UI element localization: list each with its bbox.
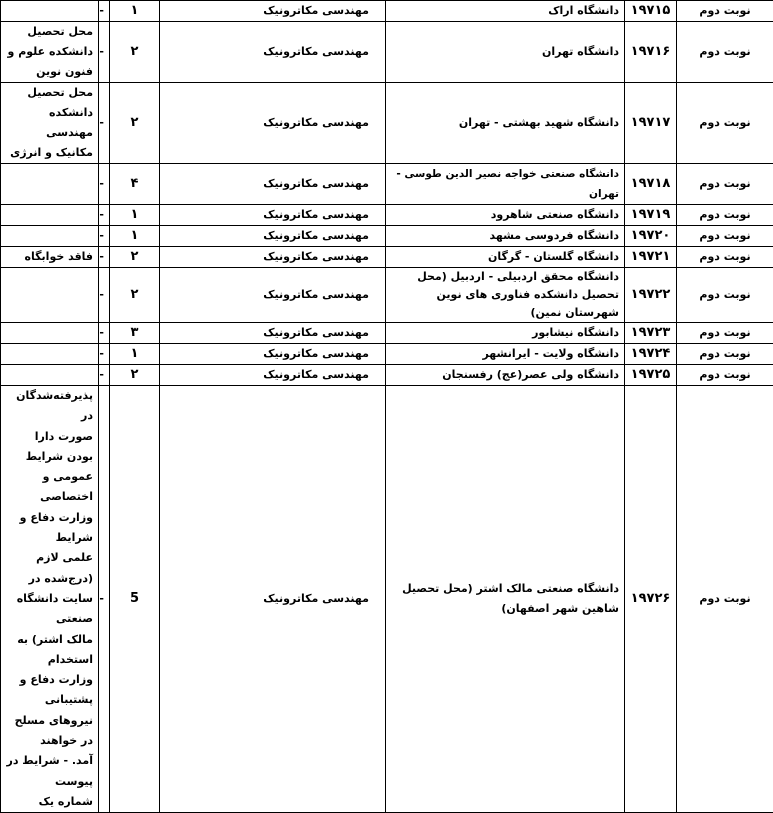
field-cell: مهندسی مکاترونیک bbox=[160, 344, 386, 365]
table-row bbox=[1, 344, 773, 365]
code-cell: ۱۹۷۱۶ bbox=[625, 22, 677, 83]
shift-cell: نوبت دوم bbox=[677, 1, 773, 22]
code-cell: ۱۹۷۱۹ bbox=[625, 205, 677, 226]
code-cell: ۱۹۷۲۰ bbox=[625, 226, 677, 247]
university-cell: دانشگاه فردوسی مشهد bbox=[386, 226, 625, 247]
university-cell: دانشگاه تهران bbox=[386, 22, 625, 83]
table-row bbox=[1, 226, 773, 247]
capacity-cell: ۳ bbox=[110, 323, 160, 344]
code-cell: ۱۹۷۲۱ bbox=[625, 247, 677, 268]
shift-cell: نوبت دوم bbox=[677, 268, 773, 323]
field-cell: مهندسی مکاترونیک bbox=[160, 83, 386, 164]
capacity-cell: ۲ bbox=[110, 268, 160, 323]
shift-cell: نوبت دوم bbox=[677, 247, 773, 268]
note-line: آمد. - شرایط در پیوست bbox=[6, 751, 93, 792]
capacity-cell: ۱ bbox=[110, 1, 160, 22]
note-line: صورت دارا بودن شرایط bbox=[6, 427, 93, 468]
capacity-cell: ۱ bbox=[110, 344, 160, 365]
note-line: وزارت دفاع و پشتیبانی bbox=[6, 670, 93, 711]
gender-cell: - bbox=[99, 83, 110, 164]
gender-cell: - bbox=[99, 1, 110, 22]
shift-cell: نوبت دوم bbox=[677, 386, 773, 813]
field-cell: مهندسی مکاترونیک bbox=[160, 247, 386, 268]
university-cell: دانشگاه صنعتی مالک اشتر (محل تحصیل شاهین شهر اصفهان) bbox=[386, 386, 625, 813]
table-row bbox=[1, 386, 773, 813]
note-cell bbox=[1, 268, 99, 323]
code-cell: ۱۹۷۲۵ bbox=[625, 365, 677, 386]
university-cell: دانشگاه اراک bbox=[386, 1, 625, 22]
note-cell: فاقد خوابگاه bbox=[1, 247, 99, 268]
field-cell: مهندسی مکاترونیک bbox=[160, 22, 386, 83]
shift-cell: نوبت دوم bbox=[677, 344, 773, 365]
note-cell bbox=[1, 205, 99, 226]
note-line: مالک اشتر) به استخدام bbox=[6, 630, 93, 671]
field-cell: مهندسی مکاترونیک bbox=[160, 164, 386, 205]
capacity-cell: ۴ bbox=[110, 164, 160, 205]
note-cell: محل تحصیل دانشکده علوم و فنون نوین bbox=[1, 22, 99, 83]
gender-cell: - bbox=[99, 205, 110, 226]
capacity-cell: ۲ bbox=[110, 83, 160, 164]
university-cell: دانشگاه گلستان - گرگان bbox=[386, 247, 625, 268]
gender-cell: - bbox=[99, 226, 110, 247]
university-cell: دانشگاه محقق اردبیلی - اردبیل (محل تحصیل دانشکده فناوری های نوین شهرستان نمین) bbox=[386, 268, 625, 323]
gender-cell: - bbox=[99, 365, 110, 386]
table-row bbox=[1, 164, 773, 205]
shift-cell: نوبت دوم bbox=[677, 22, 773, 83]
university-cell: دانشگاه صنعتی خواجه نصیر الدین طوسی - تهران bbox=[386, 164, 625, 205]
note-line: عمومی و اختصاصی bbox=[6, 467, 93, 508]
gender-cell: - bbox=[99, 22, 110, 83]
gender-cell: - bbox=[99, 164, 110, 205]
field-cell: مهندسی مکاترونیک bbox=[160, 226, 386, 247]
note-cell bbox=[1, 323, 99, 344]
shift-cell: نوبت دوم bbox=[677, 226, 773, 247]
note-cell bbox=[1, 365, 99, 386]
field-cell: مهندسی مکاترونیک bbox=[160, 1, 386, 22]
university-cell: دانشگاه نیشابور bbox=[386, 323, 625, 344]
gender-cell: - bbox=[99, 323, 110, 344]
field-cell: مهندسی مکاترونیک bbox=[160, 268, 386, 323]
gender-cell: - bbox=[99, 344, 110, 365]
field-cell: مهندسی مکاترونیک bbox=[160, 386, 386, 813]
code-cell: ۱۹۷۱۸ bbox=[625, 164, 677, 205]
university-cell: دانشگاه شهید بهشتی - تهران bbox=[386, 83, 625, 164]
field-cell: مهندسی مکاترونیک bbox=[160, 323, 386, 344]
shift-cell: نوبت دوم bbox=[677, 323, 773, 344]
note-cell bbox=[1, 164, 99, 205]
shift-cell: نوبت دوم bbox=[677, 164, 773, 205]
note-cell bbox=[1, 344, 99, 365]
code-cell: ۱۹۷۲۶ bbox=[625, 386, 677, 813]
field-cell: مهندسی مکاترونیک bbox=[160, 205, 386, 226]
note-cell: محل تحصیل دانشکده مهندسی مکانیک و انرژی bbox=[1, 83, 99, 164]
capacity-cell: 5 bbox=[110, 386, 160, 813]
table-row bbox=[1, 247, 773, 268]
table-row bbox=[1, 1, 773, 22]
shift-cell: نوبت دوم bbox=[677, 205, 773, 226]
capacity-cell: ۲ bbox=[110, 22, 160, 83]
note-cell bbox=[1, 226, 99, 247]
note-line: شماره یک bbox=[6, 792, 93, 812]
code-cell: ۱۹۷۲۳ bbox=[625, 323, 677, 344]
code-cell: ۱۹۷۲۴ bbox=[625, 344, 677, 365]
note-cell bbox=[1, 386, 99, 813]
table-row bbox=[1, 323, 773, 344]
code-cell: ۱۹۷۱۷ bbox=[625, 83, 677, 164]
capacity-cell: ۱ bbox=[110, 205, 160, 226]
gender-cell: - bbox=[99, 386, 110, 813]
capacity-cell: ۱ bbox=[110, 226, 160, 247]
university-cell: دانشگاه ولی عصر(عج) رفسنجان bbox=[386, 365, 625, 386]
code-cell: ۱۹۷۱۵ bbox=[625, 1, 677, 22]
capacity-cell: ۲ bbox=[110, 365, 160, 386]
code-cell: ۱۹۷۲۲ bbox=[625, 268, 677, 323]
field-cell: مهندسی مکاترونیک bbox=[160, 365, 386, 386]
gender-cell: - bbox=[99, 247, 110, 268]
university-cell: دانشگاه ولایت - ایرانشهر bbox=[386, 344, 625, 365]
table-row bbox=[1, 83, 773, 164]
table-row bbox=[1, 268, 773, 323]
note-cell bbox=[1, 1, 99, 22]
table-row bbox=[1, 365, 773, 386]
note-line: پذیرفته‌شدگان در bbox=[6, 386, 93, 427]
gender-cell: - bbox=[99, 268, 110, 323]
capacity-cell: ۲ bbox=[110, 247, 160, 268]
note-line: وزارت دفاع و شرایط bbox=[6, 508, 93, 549]
note-line: نیروهای مسلح در خواهند bbox=[6, 711, 93, 752]
table-row bbox=[1, 205, 773, 226]
table-row bbox=[1, 22, 773, 83]
shift-cell: نوبت دوم bbox=[677, 365, 773, 386]
university-cell: دانشگاه صنعتی شاهرود bbox=[386, 205, 625, 226]
shift-cell: نوبت دوم bbox=[677, 83, 773, 164]
note-line: علمی لازم (درج‌شده در bbox=[6, 548, 93, 589]
note-line: سایت دانشگاه صنعتی bbox=[6, 589, 93, 630]
